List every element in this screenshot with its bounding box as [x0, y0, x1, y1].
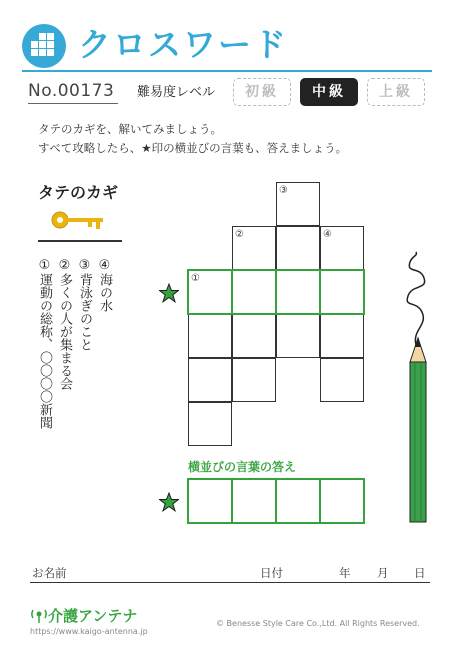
star-marker-icon — [159, 283, 179, 307]
star-marker-icon — [159, 492, 179, 516]
date-label: 日付 — [260, 566, 283, 580]
answer-cell[interactable] — [232, 479, 276, 523]
year-label: 年 — [339, 566, 351, 580]
puzzle-number: No.00173 — [28, 81, 115, 101]
page-title: クロスワード — [78, 25, 288, 64]
cell-number: ④ — [323, 229, 332, 240]
answer-cell[interactable] — [188, 479, 232, 523]
instruction-line-2: すべて攻略したら、★印の横並びの言葉も、答えましょう。 — [38, 141, 348, 155]
answer-cell[interactable] — [320, 479, 364, 523]
antenna-logo-icon — [30, 604, 48, 628]
grid-cell[interactable] — [188, 314, 232, 358]
difficulty-advanced-badge: 上級 — [367, 78, 425, 106]
month-label: 月 — [377, 566, 389, 580]
grid-cell[interactable] — [188, 358, 232, 402]
clue-text: 運動の総称、〇〇〇〇新聞 — [37, 273, 52, 429]
cell-number: ③ — [279, 185, 288, 196]
grid-cell[interactable] — [188, 402, 232, 446]
brand-url: https://www.kaigo-antenna.jp — [30, 627, 148, 636]
highlighted-cell — [232, 270, 276, 314]
clue-text: 背泳ぎのこと — [77, 273, 92, 351]
clue-number: ② — [57, 258, 72, 273]
pencil-icon — [398, 250, 438, 529]
clue-number: ④ — [97, 258, 112, 273]
grid-cell[interactable] — [320, 358, 364, 402]
name-label: お名前 — [32, 566, 67, 580]
difficulty-beginner-badge: 初級 — [233, 78, 291, 106]
answer-cell[interactable] — [276, 479, 320, 523]
grid-cell[interactable] — [232, 358, 276, 402]
clue-heading: タテのカギ — [38, 183, 119, 202]
grid-cell[interactable] — [320, 314, 364, 358]
copyright: © Benesse Style Care Co.,Ltd. All Rights Reserved. — [216, 619, 420, 628]
cell-number: ② — [235, 229, 244, 240]
clue-number: ① — [37, 258, 52, 273]
brand-name: 介護アンテナ — [48, 607, 138, 625]
clue-number: ③ — [77, 258, 92, 273]
grid-cell[interactable] — [232, 314, 276, 358]
difficulty-label: 難易度レベル — [137, 85, 216, 100]
clue-text: 海の水 — [97, 273, 112, 312]
cell-number: ① — [191, 273, 200, 284]
grid-cell[interactable] — [276, 226, 320, 270]
day-label: 日 — [414, 566, 426, 580]
difficulty-intermediate-badge: 中級 — [300, 78, 358, 106]
instruction-line-1: タテのカギを、解いてみましょう。 — [38, 122, 222, 136]
highlighted-cell — [276, 270, 320, 314]
highlighted-cell — [320, 270, 364, 314]
answer-label: 横並びの言葉の答え — [188, 460, 297, 474]
clue-text: 多くの人が集まる会 — [57, 273, 72, 390]
name-date-line — [30, 582, 430, 583]
grid-cell[interactable] — [276, 314, 320, 358]
highlighted-cell — [188, 270, 232, 314]
